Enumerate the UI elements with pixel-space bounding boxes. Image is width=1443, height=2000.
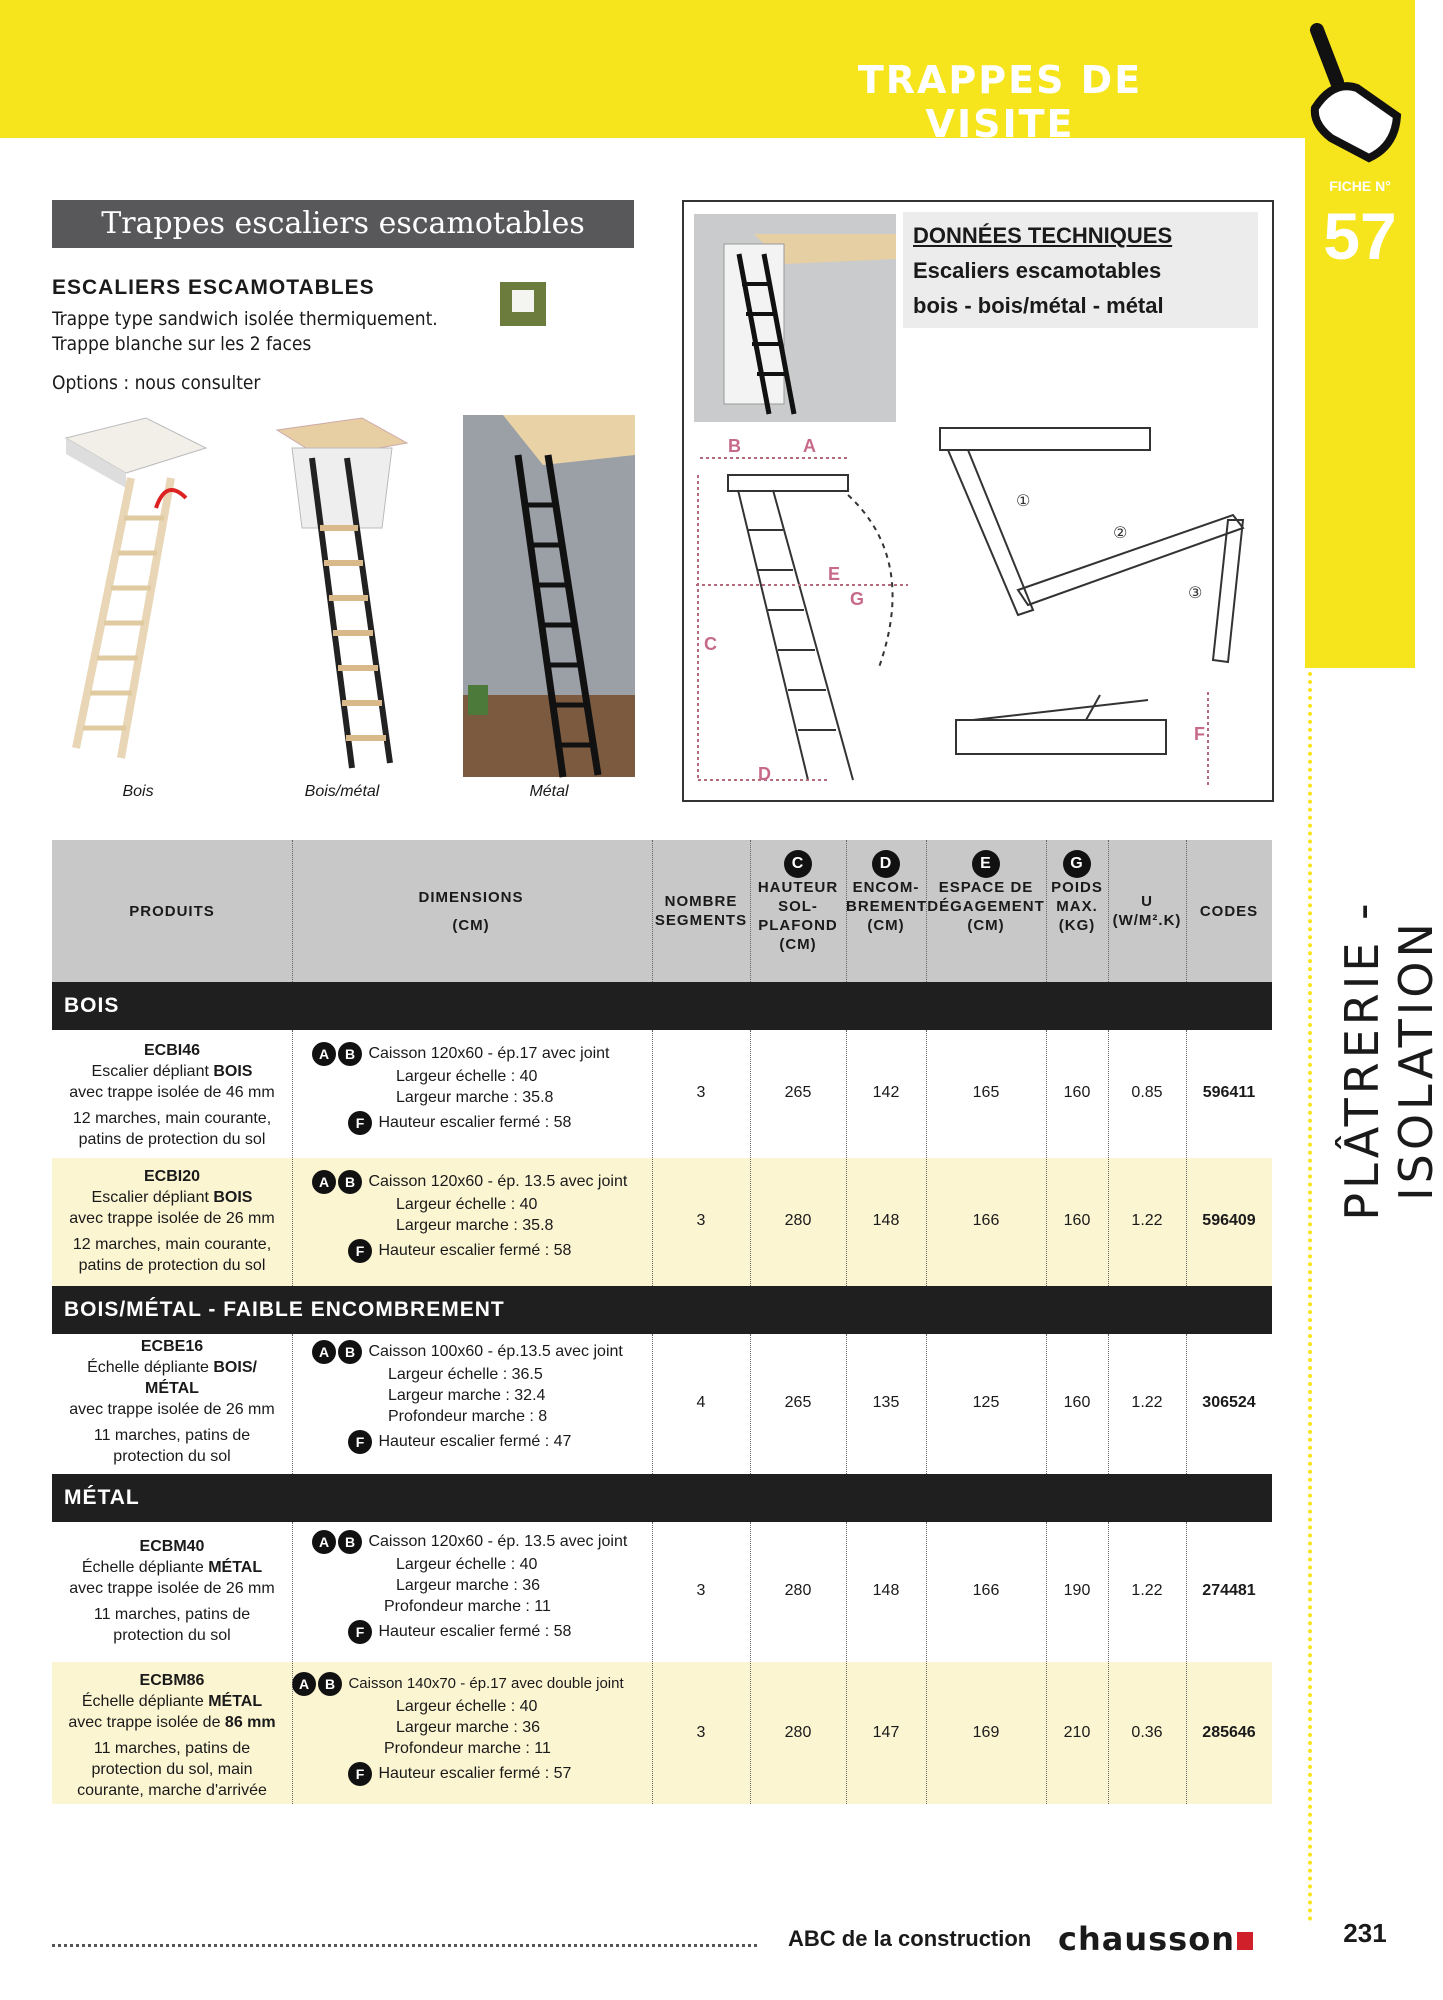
column-divider — [292, 1334, 293, 1474]
diagram-label-g: G — [850, 589, 865, 609]
column-divider — [292, 840, 293, 982]
technical-line-1: Escaliers escamotables — [913, 258, 1162, 283]
header-segments-line2: SEGMENTS — [654, 912, 748, 929]
diagram-label-e: E — [828, 564, 841, 584]
column-divider — [1046, 840, 1047, 982]
diagram-label-f: F — [1194, 724, 1205, 744]
circle-f: F — [348, 1762, 372, 1786]
hauteur-value: 280 — [784, 1212, 812, 1229]
dimension-line-3: Profondeur marche : 8 — [388, 1408, 548, 1425]
product-cell — [52, 1166, 292, 1276]
product-features-2: protection du sol — [113, 1448, 231, 1465]
u-value: 1.22 — [1131, 1394, 1163, 1411]
dimension-line-2: Largeur marche : 36 — [396, 1719, 541, 1736]
circle-a: A — [312, 1340, 336, 1364]
circle-b: B — [318, 1672, 342, 1696]
product-features-1: 11 marches, patins de — [93, 1427, 251, 1444]
caisson-text: Caisson 120x60 - ép. 13.5 avec joint — [368, 1533, 628, 1551]
segments-value: 3 — [696, 1084, 706, 1101]
header-hauteur-line3: PLAFOND — [758, 917, 838, 934]
dimensions-cell — [292, 1672, 692, 1786]
code-value: 306524 — [1202, 1394, 1256, 1411]
header-circle-d: D — [872, 850, 900, 878]
product-material: MÉTAL — [208, 1559, 263, 1576]
code-value: 285646 — [1202, 1724, 1256, 1741]
product-trappe: avec trappe isolée de — [68, 1714, 225, 1731]
column-divider — [292, 1030, 293, 1286]
header-encom-line3: (CM) — [867, 917, 905, 934]
circle-a: A — [312, 1530, 336, 1554]
product-trappe: avec trappe isolée de 46 mm — [69, 1084, 275, 1101]
column-divider — [1046, 1334, 1047, 1474]
brand-name: chausson — [1058, 1920, 1235, 1958]
product-material: BOIS — [213, 1063, 253, 1080]
header-u-line1: U — [1141, 893, 1153, 910]
product-features-2: patins de protection du sol — [78, 1131, 266, 1148]
caption-bois: Bois — [122, 783, 154, 800]
header-circle-e: E — [972, 850, 1000, 878]
table-row — [52, 1662, 1272, 1804]
header-espace-line2: DÉGAGEMENT — [927, 898, 1045, 915]
header-poids-line1: POIDS — [1051, 879, 1103, 896]
table-header — [52, 840, 1272, 982]
column-divider — [846, 1522, 847, 1804]
header-produits: PRODUITS — [129, 903, 215, 920]
circle-b: B — [338, 1042, 362, 1066]
dimensions-cell — [300, 1340, 700, 1454]
column-divider — [1108, 1522, 1109, 1804]
dimension-line-1: Largeur échelle : 40 — [396, 1196, 538, 1213]
column-divider — [846, 1030, 847, 1286]
column-divider — [652, 1030, 653, 1286]
header-poids-line3: (KG) — [1058, 917, 1096, 934]
caption-bois-metal: Bois/métal — [304, 783, 380, 800]
dimension-line-2: Largeur marche : 35.8 — [396, 1217, 554, 1234]
product-material: MÉTAL — [208, 1693, 263, 1710]
hauteur-ferme: Hauteur escalier fermé : 58 — [378, 1242, 572, 1260]
encombrement-value: 148 — [872, 1212, 900, 1229]
section-banner: Trappes escaliers escamotables — [52, 200, 634, 248]
section-band-bois: BOIS — [52, 982, 1272, 1030]
code-value: 596411 — [1202, 1084, 1256, 1101]
product-features-3: courante, marche d'arrivée — [77, 1782, 267, 1799]
dimensions-cell — [300, 1170, 700, 1263]
u-value: 0.85 — [1131, 1084, 1163, 1101]
diagram-step-2: ② — [1113, 523, 1128, 542]
espace-value: 165 — [972, 1084, 1000, 1101]
u-value: 1.22 — [1131, 1582, 1163, 1599]
column-divider — [1186, 1522, 1187, 1804]
circle-f: F — [348, 1111, 372, 1135]
header-encom-line2: BREMENT — [846, 898, 928, 915]
segments-value: 3 — [696, 1582, 706, 1599]
column-divider — [1108, 840, 1109, 982]
dimension-line-1: Largeur échelle : 40 — [396, 1068, 538, 1085]
espace-value: 166 — [972, 1582, 1000, 1599]
column-divider — [1046, 1522, 1047, 1804]
espace-value: 166 — [972, 1212, 1000, 1229]
hauteur-value: 265 — [784, 1084, 812, 1101]
header-hauteur-line4: (CM) — [779, 936, 817, 953]
table-row — [52, 1334, 1272, 1474]
header-circle-g: G — [1063, 850, 1091, 878]
product-features-1: 11 marches, patins de — [93, 1740, 251, 1757]
caisson-text: Caisson 140x70 - ép.17 avec double joint — [348, 1675, 624, 1693]
u-value: 0.36 — [1131, 1724, 1163, 1741]
product-cell — [52, 1336, 292, 1467]
column-divider — [1108, 1030, 1109, 1286]
product-material: BOIS — [213, 1189, 253, 1206]
product-description-2: Trappe blanche sur les 2 faces — [52, 333, 312, 355]
circle-b: B — [338, 1170, 362, 1194]
column-divider — [1186, 1334, 1187, 1474]
product-description-1: Trappe type sandwich isolée thermiquement. — [52, 308, 438, 330]
product-ref: ECBM40 — [139, 1538, 205, 1555]
header-u — [1108, 892, 1186, 930]
brand-house-icon — [1237, 1932, 1253, 1950]
poids-value: 160 — [1063, 1084, 1091, 1101]
circle-f: F — [348, 1239, 372, 1263]
diagram-label-d: D — [758, 764, 771, 784]
table-row — [52, 1522, 1272, 1662]
product-features-1: 11 marches, patins de — [93, 1606, 251, 1623]
brand-logo — [1058, 1920, 1253, 1958]
product-cell — [52, 1670, 292, 1801]
caisson-text: Caisson 120x60 - ép. 13.5 avec joint — [368, 1173, 628, 1191]
dimensions-cell — [300, 1530, 700, 1644]
column-divider — [750, 1334, 751, 1474]
page-title: TRAPPES DE VISITE — [857, 58, 1143, 146]
dimension-line-2: Largeur marche : 36 — [396, 1577, 541, 1594]
encombrement-value: 135 — [872, 1394, 900, 1411]
header-codes: CODES — [1199, 903, 1259, 920]
hauteur-value: 280 — [784, 1582, 812, 1599]
header-dimensions — [292, 888, 650, 935]
product-ref: ECBI46 — [143, 1042, 201, 1059]
footer-text: ABC de la construction — [788, 1926, 1032, 1951]
column-divider — [750, 840, 751, 982]
table-row — [52, 1030, 1272, 1158]
product-cell — [52, 1040, 292, 1150]
product-features-2: patins de protection du sol — [78, 1257, 266, 1274]
caisson-text: Caisson 100x60 - ép.13.5 avec joint — [368, 1343, 623, 1361]
column-divider — [652, 1334, 653, 1474]
section-band-bois-metal: BOIS/MÉTAL - FAIBLE ENCOMBREMENT — [52, 1286, 1272, 1334]
footer-dotted-line — [52, 1944, 757, 1947]
column-divider — [846, 1334, 847, 1474]
poids-value: 210 — [1063, 1724, 1091, 1741]
product-thickness: 86 mm — [224, 1714, 276, 1731]
dimension-line-2: Largeur marche : 35.8 — [396, 1089, 554, 1106]
trowel-icon — [1285, 20, 1415, 170]
dimension-line-1: Largeur échelle : 36.5 — [388, 1366, 543, 1383]
diagram-label-a: A — [803, 436, 816, 456]
header-dimensions-line1: DIMENSIONS — [418, 889, 524, 906]
circle-b: B — [338, 1340, 362, 1364]
product-ref: ECBI20 — [143, 1168, 201, 1185]
encombrement-value: 148 — [872, 1582, 900, 1599]
dimension-line-1: Largeur échelle : 40 — [396, 1698, 538, 1715]
hauteur-ferme: Hauteur escalier fermé : 58 — [378, 1623, 572, 1641]
technical-title: DONNÉES TECHNIQUES — [913, 223, 1173, 248]
header-poids-line2: MAX. — [1056, 898, 1098, 915]
product-features-1: 12 marches, main courante, — [72, 1110, 272, 1127]
hauteur-ferme: Hauteur escalier fermé : 57 — [378, 1765, 572, 1783]
code-value: 596409 — [1202, 1212, 1256, 1229]
product-trappe: avec trappe isolée de 26 mm — [69, 1210, 275, 1227]
header-espace — [926, 850, 1046, 935]
header-circle-c: C — [784, 850, 812, 878]
column-divider — [292, 1522, 293, 1804]
ladder-photo-metal — [463, 415, 635, 777]
column-divider — [1186, 840, 1187, 982]
technical-photo — [694, 214, 896, 422]
dimension-line-1: Largeur échelle : 40 — [396, 1556, 538, 1573]
header-espace-line3: (CM) — [967, 917, 1005, 934]
ladder-photo-bois — [56, 418, 206, 778]
dimensions-cell — [300, 1042, 700, 1135]
column-divider — [926, 1522, 927, 1804]
product-features-2: protection du sol — [113, 1627, 231, 1644]
header-encom-line1: ENCOM- — [852, 879, 920, 896]
circle-a: A — [292, 1672, 316, 1696]
product-trappe: avec trappe isolée de 26 mm — [69, 1580, 275, 1597]
header-hauteur — [750, 850, 846, 954]
u-value: 1.22 — [1131, 1212, 1163, 1229]
espace-value: 169 — [972, 1724, 1000, 1741]
circle-a: A — [312, 1042, 336, 1066]
fiche-label: FICHE N° — [1329, 178, 1391, 194]
column-divider — [652, 840, 653, 982]
circle-b: B — [338, 1530, 362, 1554]
product-material: BOIS/ — [213, 1359, 257, 1376]
header-poids — [1046, 850, 1108, 935]
poids-value: 190 — [1063, 1582, 1091, 1599]
sidebar-dotted-line — [1308, 672, 1312, 1922]
column-divider — [1046, 1030, 1047, 1286]
technical-line-2: bois - bois/métal - métal — [913, 293, 1164, 318]
column-divider — [652, 1522, 653, 1804]
product-features-2: protection du sol, main — [91, 1761, 253, 1778]
header-hauteur-line2: SOL- — [778, 898, 818, 915]
certification-logo — [500, 282, 546, 326]
caisson-text: Caisson 120x60 - ép.17 avec joint — [368, 1045, 610, 1063]
product-desc: Échelle dépliante — [81, 1693, 209, 1710]
dimension-line-3: Profondeur marche : 11 — [384, 1740, 551, 1757]
diagram-label-c: C — [704, 634, 717, 654]
diagram-step-3: ③ — [1188, 583, 1203, 602]
dimension-line-3: Profondeur marche : 11 — [384, 1598, 551, 1615]
page-number: 231 — [1343, 1918, 1387, 1948]
hauteur-value: 265 — [784, 1394, 812, 1411]
hauteur-value: 280 — [784, 1724, 812, 1741]
segments-value: 3 — [696, 1212, 706, 1229]
column-divider — [750, 1030, 751, 1286]
column-divider — [1108, 1334, 1109, 1474]
header-espace-line1: ESPACE DE — [938, 879, 1034, 896]
segments-value: 3 — [696, 1724, 706, 1741]
column-divider — [1186, 1030, 1187, 1286]
header-u-line2: (W/M².K) — [1112, 912, 1182, 929]
product-trappe: avec trappe isolée de 26 mm — [69, 1401, 275, 1418]
encombrement-value: 142 — [872, 1084, 900, 1101]
encombrement-value: 147 — [872, 1724, 900, 1741]
poids-value: 160 — [1063, 1394, 1091, 1411]
hauteur-ferme: Hauteur escalier fermé : 47 — [378, 1433, 572, 1451]
ladder-photo-bois-metal — [272, 418, 412, 778]
espace-value: 125 — [972, 1394, 1000, 1411]
vertical-section-title: PLÂTRERIE - ISOLATION — [1335, 899, 1443, 1221]
product-material-2: MÉTAL — [145, 1380, 199, 1397]
column-divider — [926, 840, 927, 982]
product-heading: ESCALIERS ESCAMOTABLES — [52, 276, 375, 299]
diagram-label-b: B — [728, 436, 741, 456]
section-band-metal: MÉTAL — [52, 1474, 1272, 1522]
product-desc: Escalier dépliant — [91, 1189, 214, 1206]
header-dimensions-line2: (CM) — [452, 917, 490, 934]
table-row — [52, 1158, 1272, 1286]
circle-f: F — [348, 1430, 372, 1454]
code-value: 274481 — [1202, 1582, 1256, 1599]
column-divider — [926, 1334, 927, 1474]
product-features-1: 12 marches, main courante, — [72, 1236, 272, 1253]
header-segments — [652, 892, 750, 930]
fiche-number: 57 — [1323, 199, 1397, 273]
product-cell — [52, 1536, 292, 1646]
column-divider — [750, 1522, 751, 1804]
header-encombrement — [846, 850, 926, 935]
product-options: Options : nous consulter — [52, 372, 261, 394]
circle-f: F — [348, 1620, 372, 1644]
product-desc: Échelle dépliante — [81, 1559, 209, 1576]
caption-metal: Métal — [529, 783, 569, 800]
product-desc: Escalier dépliant — [91, 1063, 214, 1080]
diagram-step-1: ① — [1016, 491, 1031, 510]
column-divider — [926, 1030, 927, 1286]
circle-a: A — [312, 1170, 336, 1194]
column-divider — [846, 840, 847, 982]
product-ref: ECBE16 — [140, 1338, 204, 1355]
segments-value: 4 — [696, 1394, 706, 1411]
header-hauteur-line1: HAUTEUR — [757, 879, 839, 896]
hauteur-ferme: Hauteur escalier fermé : 58 — [378, 1114, 572, 1132]
header-segments-line1: NOMBRE — [664, 893, 738, 910]
product-desc: Échelle dépliante — [87, 1359, 214, 1376]
technical-diagram — [688, 420, 1268, 795]
poids-value: 160 — [1063, 1212, 1091, 1229]
product-ref: ECBM86 — [139, 1672, 205, 1689]
dimension-line-2: Largeur marche : 32.4 — [388, 1387, 546, 1404]
